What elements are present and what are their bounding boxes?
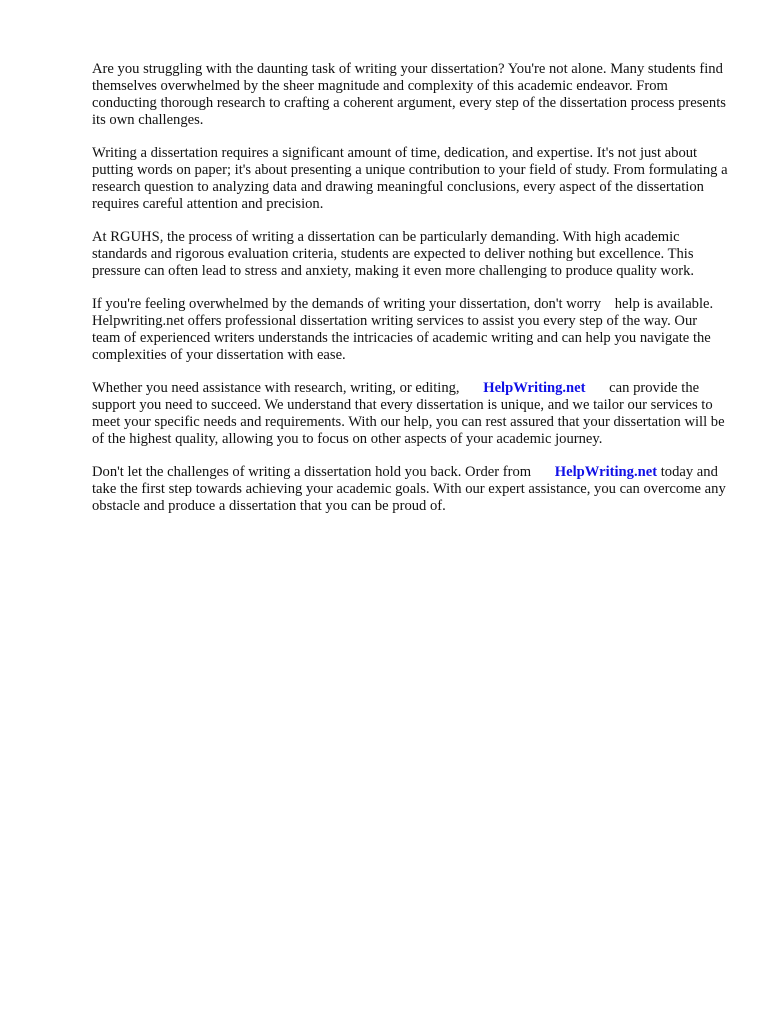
paragraph-text-before: Whether you need assistance with research, writing, or editing, [92, 380, 460, 396]
helpwriting-link[interactable]: HelpWriting.net [483, 380, 586, 396]
paragraph-text-after: can provide the support you need to succeed. We understand that every dissertation is unique, and we tailor our services to meet your specific needs and requirements. With our help, you can rest assured that your dissertation will be of the highest quality, allowing you to focus on other aspects of your academic journey. [92, 380, 725, 447]
paragraph-help-available [92, 296, 728, 364]
paragraph-text-before: Don't let the challenges of writing a dissertation hold you back. Order from [92, 464, 532, 480]
paragraph-text: Writing a dissertation requires a significant amount of time, dedication, and expertise. It's not just about putting words on paper; it's about presenting a unique contribution to your field of study. From formulating a research question to analyzing data and drawing meaningful conclusions, every aspect of the dissertation requires careful attention and precision. [92, 145, 728, 212]
helpwriting-link[interactable]: HelpWriting.net [554, 464, 658, 480]
paragraph-assistance [92, 380, 728, 448]
paragraph-text: Are you struggling with the daunting task of writing your dissertation? You're not alone. Many students find themselves overwhelmed by the sheer magnitude and complexity of this academic endeavor. From conducting thorough research to crafting a coherent argument, every step of the dissertation process presents its own challenges. [92, 61, 726, 128]
paragraph-intro [92, 61, 728, 129]
document-body [92, 61, 728, 531]
paragraph-text-after: today and take the first step towards achieving your academic goals. With our expert assistance, you can overcome any obstacle and produce a dissertation that you can be proud of. [92, 464, 726, 514]
paragraph-text: At RGUHS, the process of writing a dissertation can be particularly demanding. With high academic standards and rigorous evaluation criteria, students are expected to deliver nothing but excellence. This pressure can often lead to stress and anxiety, making it even more challenging to produce quality work. [92, 229, 695, 279]
paragraph-requirements [92, 145, 728, 213]
paragraph-text-after: help is available. Helpwriting.net offers professional dissertation writing services to assist you every step of the way. Our team of experienced writers understands the intricacies of academic writing and can help you navigate the complexities of your dissertation with ease. [92, 296, 714, 363]
paragraph-order [92, 464, 728, 515]
paragraph-rguhs [92, 229, 728, 280]
paragraph-text-before: If you're feeling overwhelmed by the demands of writing your dissertation, don't worry [92, 296, 602, 312]
